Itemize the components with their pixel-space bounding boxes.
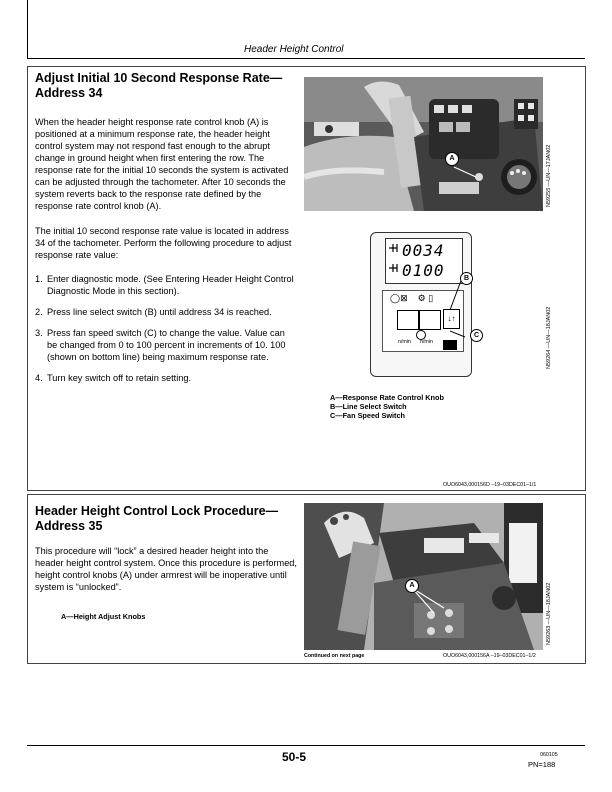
legend-item: A—Response Rate Control Knob (330, 393, 444, 402)
fan-speed-switch[interactable] (416, 330, 426, 340)
section1-title (35, 71, 295, 101)
callout-a-label: A (449, 155, 455, 162)
console-photo (304, 77, 543, 211)
display-top-value: 0034 (402, 241, 445, 260)
legend-item: B—Line Select Switch (330, 402, 407, 411)
step-item (35, 273, 297, 297)
section1-para1: When the header height response rate control knob (A) is positioned at a minimum response rate, the header height control system may not respond fast enough to the abrupt change in ground height when first entering the row. The response rate for the initial 10 seconds the system is activated can be adjusted through the tachometer. After 10 seconds the system reverts back to the response rate defined by the response rate control knob (A). (35, 117, 289, 211)
legend-item: C—Fan Speed Switch (330, 411, 406, 420)
section1-title-line1: Adjust Initial 10 Second Response Rate— (35, 71, 283, 85)
step-item (35, 327, 297, 363)
section1-title-line2: Address 34 (35, 86, 103, 100)
armrest-photo (304, 503, 543, 650)
step-number: 3. (35, 328, 43, 338)
step-text: Enter diagnostic mode. (See Entering Header Height Control Diagnostic Mode in this section). (47, 274, 294, 296)
section1-footer-code: OUO6043,000156D –19–03DEC01–1/1 (443, 482, 537, 488)
section1-para2: The initial 10 second response rate value is located in address 34 of the tachometer. Perform the following procedure to adjust response rate value: (35, 226, 292, 260)
section1-steps (35, 273, 297, 393)
callout-b-circle (460, 272, 473, 285)
keypad-box2[interactable] (419, 310, 441, 330)
callout-a-circle (445, 152, 459, 166)
line-select-arrow-icon: ↓↑ (447, 314, 456, 323)
step-item (35, 306, 297, 318)
footer-code-small: 060105 (540, 752, 558, 758)
keypad-top-row (390, 293, 433, 304)
section2-para: This procedure will “lock” a desired header height into the header height control system. Once this procedure is performed, height control knobs (A) under armrest will be inoperative until system is “unlocked”. (35, 546, 297, 592)
step-text: Press line select switch (B) until address 34 is reached. (47, 307, 272, 317)
section2-title-line2: Address 35 (35, 519, 103, 533)
photo2-ref: N59264 —UN—18JAN02 (546, 306, 552, 369)
callout-b-label: B (463, 275, 470, 282)
callout-c-label: C (473, 332, 480, 339)
section1-legend (330, 393, 444, 420)
section2-footer-code: OUO6043,000156A –19–03DEC01–1/2 (443, 653, 536, 659)
settings-icon: ⚙ ▯ (417, 293, 434, 303)
section2-title (35, 504, 297, 534)
display-unit-1: n/min (398, 339, 411, 345)
step-number: 4. (35, 373, 43, 383)
step-text: Press fan speed switch (C) to change the value. Value can be changed from 0 to 100 percent in increments of 10. 100 (shown on bottom line) being maximum response rate. (47, 328, 286, 362)
section2-title-line1: Header Height Control Lock Procedure— (35, 504, 279, 518)
line-icon-bottom (389, 264, 397, 272)
console-illustration (304, 77, 543, 211)
header-rule (27, 58, 585, 59)
callout-a2-circle (405, 579, 419, 593)
top-left-vertical-rule (27, 0, 28, 58)
page-header-title: Header Height Control (244, 44, 344, 55)
continued-note: Continued on next page (304, 653, 365, 659)
step-number: 1. (35, 274, 43, 284)
deere-logo-icon (443, 340, 457, 350)
footer-rule (27, 745, 585, 746)
step-text: Turn key switch off to retain setting. (47, 373, 192, 383)
display-unit-2: n/min (420, 339, 433, 345)
step-item (35, 372, 297, 384)
keypad-box1[interactable] (397, 310, 419, 330)
callout-a2-label: A (409, 582, 415, 589)
footer-pn: PN=188 (528, 760, 556, 769)
section2-legend: A—Height Adjust Knobs (61, 612, 146, 621)
armrest-illustration (304, 503, 543, 650)
line-icon-top (389, 244, 397, 252)
photo1-ref: N59255 —UN—17JAN02 (546, 144, 552, 207)
display-bottom-value: 0100 (402, 261, 445, 280)
callout-c-circle (470, 329, 483, 342)
fan-icon: ◯⊠ (390, 293, 408, 303)
photo3-ref: N59263 —UN—18JAN02 (546, 582, 552, 645)
page-number: 50-5 (282, 750, 307, 764)
step-number: 2. (35, 307, 43, 317)
